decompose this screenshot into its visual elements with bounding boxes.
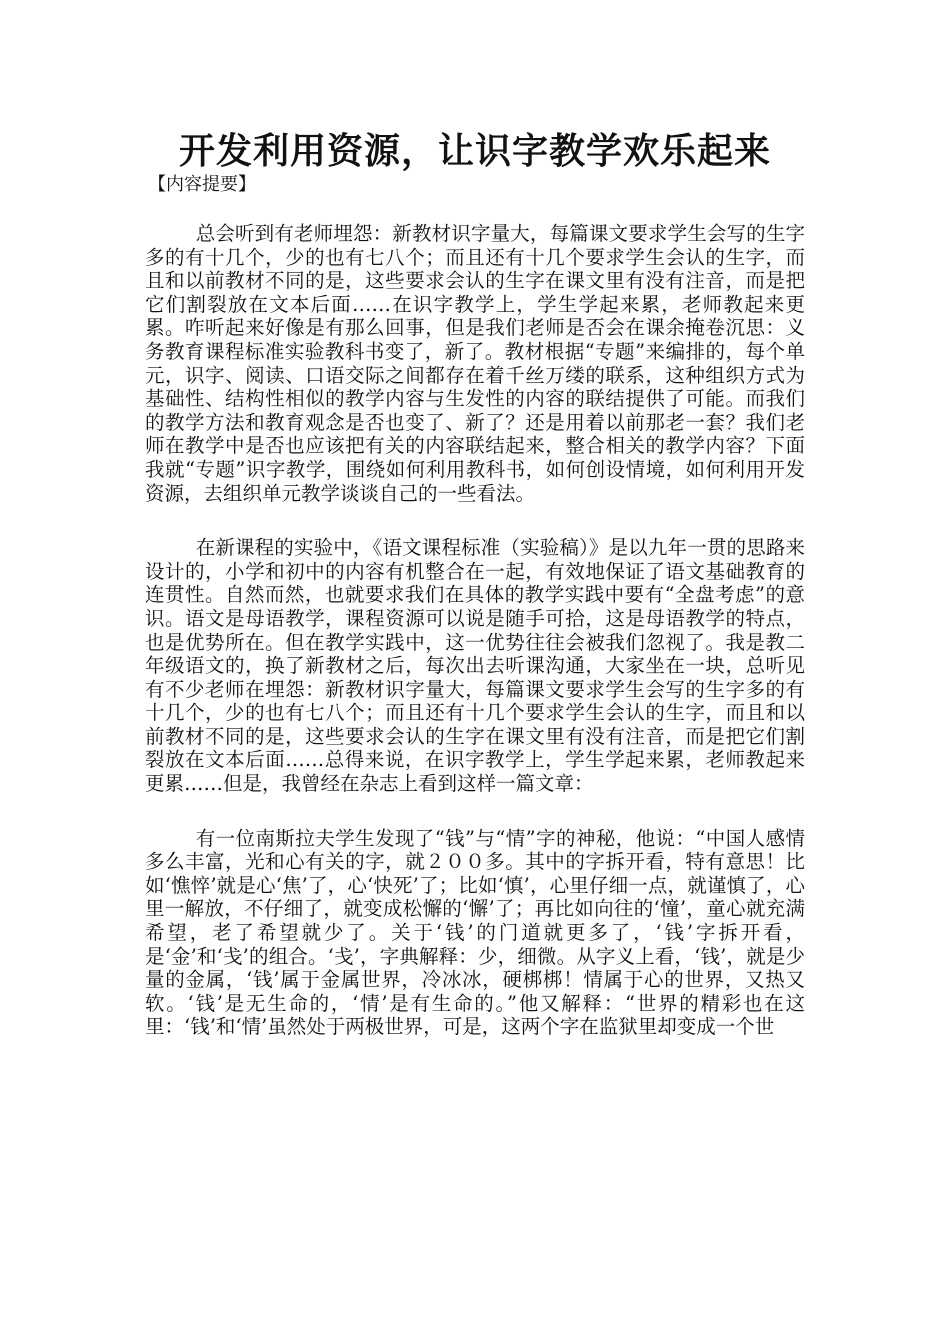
section-label-summary: 【内容提要】 [148, 174, 256, 195]
paragraph: 在新课程的实验中，《语文课程标准（实验稿）》是以九年一贯的思路来设计的，小学和初中的内容有机整合在一起，有效地保证了语文基础教育的连贯性。自然而然，也就要求我们在具体的教学实践中要有“全盘考虑”的意识。语文是母语教学，课程资源可以说是随手可拾，这是母语教学的特点，也是优势所在。但在教学实践中，这一优势往往会被我们忽视了。我是教二年级语文的，换了新教材之后，每次出去听课沟通，大家坐在一块，总听见有不少老师在埋怨：新教材识字量大，每篇课文要求学生会写的生字多的有十几个，少的也有七八个；而且还有十几个要求学生会认的生字，而且和以前教材不同的是，这些要求会认的生字在课文里有没有注音，而是把它们割裂放在文本后面……总得来说，在识字教学上，学生学起来累，老师教起来更累……但是，我曾经在杂志上看到这样一篇文章： [145, 536, 805, 796]
document-body [145, 222, 805, 1070]
document-title: 开发利用资源，让识字教学欢乐起来 [178, 130, 771, 172]
paragraph: 总会听到有老师埋怨：新教材识字量大，每篇课文要求学生会写的生字多的有十几个，少的也有七八个；而且还有十几个要求学生会认的生字，而且和以前教材不同的是，这些要求会认的生字在课文里有没有注音，而是把它们割裂放在文本后面……在识字教学上，学生学起来累，老师教起来更累。咋听起来好像是有那么回事，但是我们老师是否会在课余掩卷沉思：义务教育课程标准实验教科书变了，新了。教材根据“专题”来编排的，每个单元，识字、阅读、口语交际之间都存在着千丝万缕的联系，这种组织方式为基础性、结构性相似的教学内容与生发性的内容的联结提供了可能。而我们的教学方法和教育观念是否也变了、新了？还是用着以前那老一套？我们老师在教学中是否也应该把有关的内容联结起来，整合相关的教学内容？下面我就“专题”识字教学，围绕如何利用教科书，如何创设情境，如何利用开发资源，去组织单元教学谈谈自己的一些看法。 [145, 222, 805, 505]
paragraph: 有一位南斯拉夫学生发现了“钱”与“情”字的神秘，他说：“中国人感情多么丰富，光和心有关的字，就２００多。其中的字拆开看，特有意思！比如‘憔悴’就是心‘焦’了，心‘快死’了；比如‘慎’，心里仔细一点，就谨慎了，心里一解放，不仔细了，就变成松懈的‘懈’了；再比如向往的‘憧’，童心就充满希望，老了希望就少了。关于‘钱’的门道就更多了，‘钱’字拆开看，是‘金’和‘戋’的组合。‘戋’，字典解释：少，细微。从字义上看，‘钱’，就是少量的金属，‘钱’属于金属世界，冷冰冰，硬梆梆！情属于心的世界，又热又软。‘钱’是无生命的，‘情’是有生命的。”他又解释：“世界的精彩也在这里：‘钱’和‘情’虽然处于两极世界，可是，这两个字在监狱里却变成一个世 [145, 826, 805, 1039]
